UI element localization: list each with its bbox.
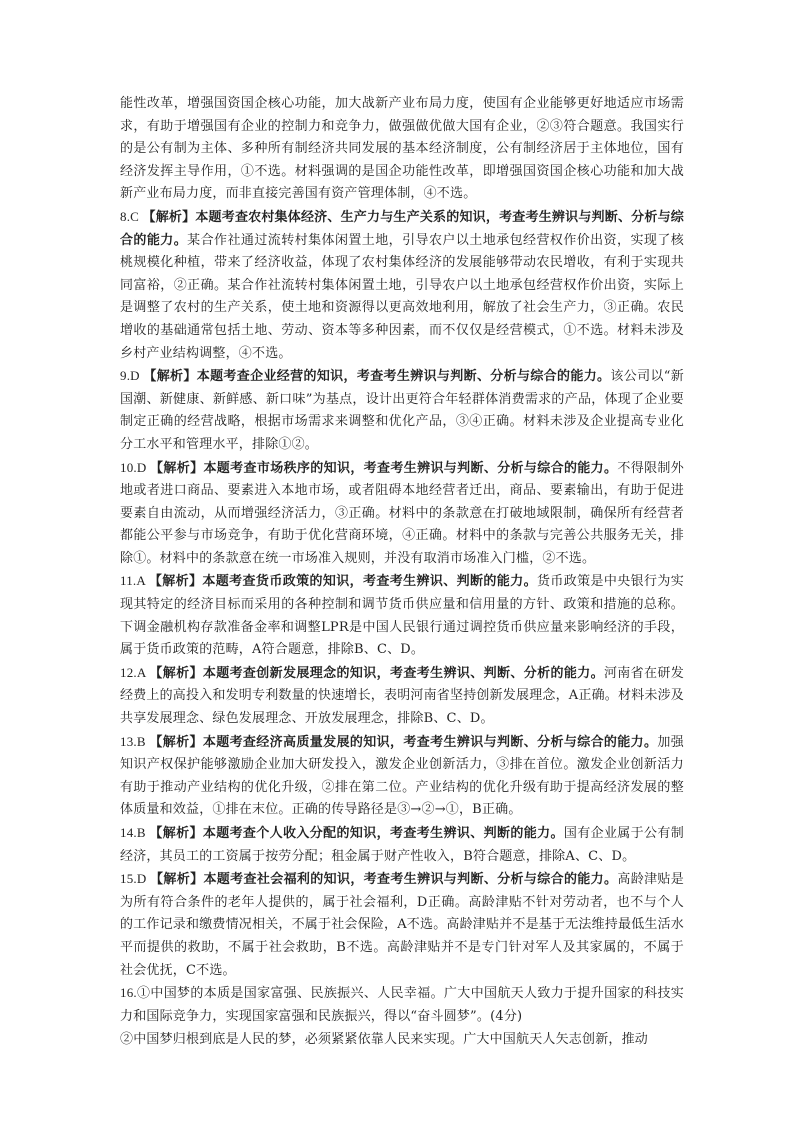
analysis-text: 河南省在研发经费上的高投入和发明专利数量的快速增长，表明河南省坚持创新发展理念，A正确。材料未涉及共享发展理念、绿色发展理念、开放发展理念，排除B、C、D。: [120, 665, 684, 727]
analysis-label: 【解析】本题考查经济高质量发展的知识，考查考生辨识与判断、分析与综合的能力。: [149, 734, 658, 750]
analysis-text: 货币政策是中央银行为实现其特定的经济目标而采用的各种控制和调节货币供应量和信用量的方针、政策和措施的总称。下调金融机构存款准备金率和调整LPR是中国人民银行通过调控货币供应量来影响经济的手段，属于货币政策的范畴，A符合题意，排除B、C、D。: [120, 574, 684, 658]
analysis-text: 该公司以“新国潮、新健康、新鲜感、新口味”为基点，设计出更符合年轻群体消费需求的产品，体现了企业要制定正确的经营战略，根据市场需求来调整和优化产品，③④正确。材料未涉及企业提高专业化分工水平和管理水平，排除①②。: [120, 369, 684, 452]
paragraph-7-continuation: 能性改革，增强国资国企核心功能，加大战新产业布局力度，使国有企业能够更好地适应市场需求，有助于增强国有企业的控制力和竞争力，做强做优做大国有企业，②③符合题意。我国实行的是公有制为主体、多种所有制经济共同发展的基本经济制度，公有制经济居于主体地位，国有经济发挥主导作用，①不选。材料强调的是国企功能性改革，即增强国资国企核心功能和加大战新产业布局力度，而非直接完善国有资产管理体制，④不选。: [120, 96, 684, 202]
answer-number: 14.B: [120, 825, 150, 840]
analysis-label: 【解析】本题考查企业经营的知识，考查考生辨识与判断、分析与综合的能力。: [143, 369, 611, 385]
analysis-label: 【解析】本题考查货币政策的知识，考查考生辨识、判断的能力。: [148, 574, 537, 590]
answer-16-point-1: [120, 982, 684, 1028]
answer-number: 9.D: [120, 368, 144, 384]
answer-12: [120, 662, 684, 731]
analysis-label: 【解析】本题考查市场秩序的知识，考查考生辨识与判断、分析与综合的能力。: [150, 460, 618, 476]
analysis-text: 国有企业属于公有制经济，其员工的工资属于按劳分配；租金属于财产性收入，B符合题意，排除A、C、D。: [120, 826, 684, 864]
analysis-text: 不得限制外地或者进口商品、要素进入本地市场，或者阻碍本地经营者迁出，商品、要素输出，有助于促进要素自由流动，从而增强经济活力，③正确。材料中的条款意在打破地域限制，确保所有经营者都能公平参与市场竞争，有助于优化营商环境，④正确。材料中的条款与完善公共服务无关，排除①。材料中的条款意在统一市场准入规则，并没有取消市场准入门槛，②不选。: [120, 460, 684, 566]
answer-text: ①中国梦的本质是国家富强、民族振兴、人民幸福。广大中国航天人致力于提升国家的科技实力和国际竞争力，实现国家富强和民族振兴，得以“奋斗圆梦”。(4分): [120, 986, 684, 1024]
answer-number: 12.A: [120, 664, 150, 680]
answer-number: 8.C: [120, 208, 143, 224]
analysis-label: 【解析】本题考查社会福利的知识，考查考生辨识与判断、分析与综合的能力。: [150, 872, 618, 888]
analysis-text: 某合作社通过流转村集体闲置土地，引导农户以土地承包经营权作价出资，实现了核桃规模化种植，带来了经济收益，体现了农村集体经济的发展能够带动农民增收，有利于实现共同富裕，②正确。某合作社流转村集体闲置土地，引导农户以土地承包经营权作价出资，实际上是调整了农村的生产关系，使土地和资源得以更高效地利用，解放了社会生产力，③正确。农民增收的基础通常包括土地、劳动、资本等多种因素，而不仅仅是经营模式，①不选。材料未涉及乡村产业结构调整，④不选。: [120, 232, 684, 361]
analysis-label: 【解析】本题考查个人收入分配的知识，考查考生辨识、判断的能力。: [149, 826, 564, 841]
answer-text: ②中国梦归根到底是人民的梦，必须紧紧依靠人民来实现。广大中国航天人矢志创新，推动: [120, 1032, 649, 1048]
analysis-label: 【解析】本题考查创新发展理念的知识，考查考生辨识、判断、分析的能力。: [149, 665, 604, 681]
answer-13: [120, 731, 684, 822]
answer-11: [120, 570, 684, 661]
answer-number: 10.D: [120, 459, 151, 475]
answer-15: [120, 868, 684, 982]
answer-9: [120, 365, 684, 456]
answer-16-point-2: [120, 1028, 684, 1052]
answer-number: 13.B: [120, 733, 150, 749]
analysis-text: 加强知识产权保护能够激励企业加大研发投入，激发企业创新活力，③排在首位。激发企业创新活力有助于推动产业结构的优化升级，②排在第二位。产业结构的优化升级有助于提高经济发展的整体质量和效益，①排在末位。正确的传导路径是③→②→①，B正确。: [120, 734, 684, 818]
answer-number: 11.A: [120, 573, 149, 589]
answer-number: 15.D: [120, 871, 151, 887]
answer-14: [120, 822, 684, 868]
analysis-label: 【解析】本题考查农村集体经济、生产力与生产关系的知识，考查考生辨识与判断、分析与综合的能力。: [120, 209, 684, 248]
answer-10: [120, 457, 684, 571]
analysis-text: 高龄津贴是为所有符合条件的老年人提供的，属于社会福利，D正确。高龄津贴不针对劳动者，也不与个人的工作记录和缴费情况相关，不属于社会保险，A不选。高龄津贴并不是基于无法维持最低生活水平而提供的救助，不属于社会救助，B不选。高龄津贴并不是专门针对军人及其家属的，不属于社会优抚，C不选。: [120, 872, 684, 978]
answer-key-text: [120, 92, 684, 1052]
answer-number: 16.: [120, 985, 137, 1001]
answer-8: [120, 206, 684, 365]
